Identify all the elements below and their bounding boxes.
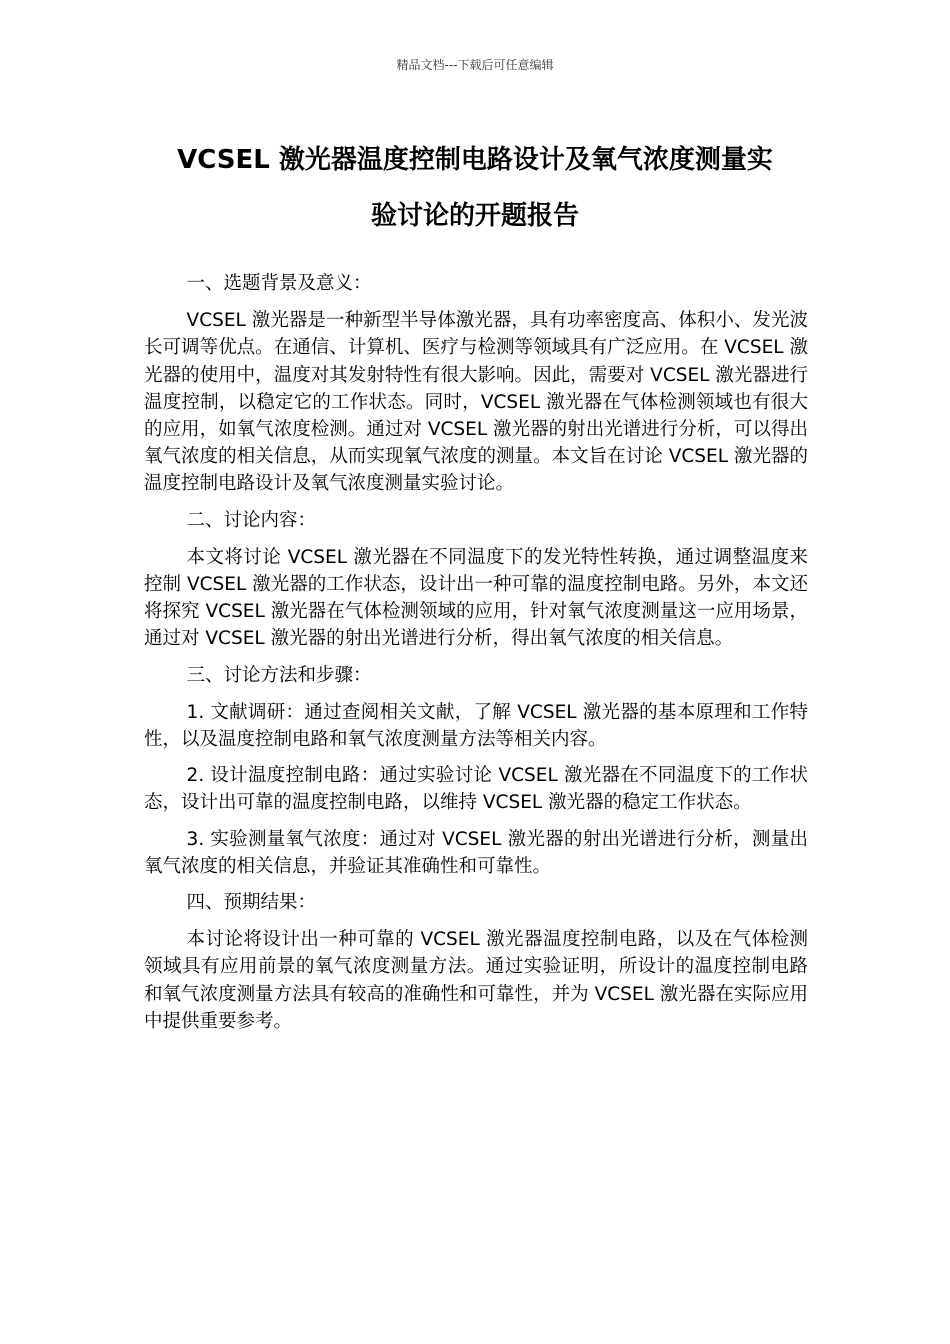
paragraph-content: 本文将讨论 VCSEL 激光器在不同温度下的发光特性转换，通过调整温度来控制 VCSEL 激光器的工作状态，设计出一种可靠的温度控制电路。另外，本文还将探究 VCSEL 激光器在气体检测领域的应用，针对氧气浓度测量这一应用场景，通过对 VCSEL 激光器的射出光谱进行分析，得出氧气浓度的相关信息。 bbox=[144, 546, 808, 650]
paragraph-results: 本讨论将设计出一种可靠的 VCSEL 激光器温度控制电路，以及在气体检测领域具有应用前景的氧气浓度测量方法。通过实验证明，所设计的温度控制电路和氧气浓度测量方法具有较高的准确性和可靠性，并为 VCSEL 激光器在实际应用中提供重要参考。 bbox=[144, 929, 808, 1032]
paragraph-background: VCSEL 激光器是一种新型半导体激光器，具有功率密度高、体积小、发光波长可调等优点。在通信、计算机、医疗与检测等领域具有广泛应用。在 VCSEL 激光器的使用中，温度对其发射特性有很大影响。因此，需要对 VCSEL 激光器进行温度控制，以稳定它的工作状态。同时，VCSEL 激光器在气体检测领域也有很大的应用，如氧气浓度检测。通过对 VCSEL 激光器的射出光谱进行分析，可以得出氧气浓度的相关信息，从而实现氧气浓度的测量。本文旨在讨论 VCSEL 激光器的温度控制电路设计及氧气浓度测量实验讨论。 bbox=[144, 310, 808, 495]
method-step-2: 2. 设计温度控制电路：通过实验讨论 VCSEL 激光器在不同温度下的工作状态，设计出可靠的温度控制电路，以维持 VCSEL 激光器的稳定工作状态。 bbox=[144, 765, 808, 814]
method-step-1: 1. 文献调研：通过查阅相关文献，了解 VCSEL 激光器的基本原理和工作特性，以及温度控制电路和氧气浓度测量方法等相关内容。 bbox=[144, 701, 808, 751]
section-heading-results: 四、预期结果： bbox=[186, 892, 317, 914]
section-heading-background: 一、选题背景及意义： bbox=[186, 273, 372, 294]
document-title bbox=[140, 132, 810, 244]
document-body bbox=[144, 270, 808, 1044]
method-step-3: 3. 实验测量氧气浓度：通过对 VCSEL 激光器的射出光谱进行分析，测量出氧气浓度的相关信息，并验证其准确性和可靠性。 bbox=[144, 828, 808, 877]
title-line-2: 验讨论的开题报告 bbox=[370, 201, 579, 231]
title-line-1: VCSEL 激光器温度控制电路设计及氧气浓度测量实 bbox=[177, 145, 773, 175]
section-heading-content: 二、讨论内容： bbox=[186, 509, 317, 531]
section-heading-methods: 三、讨论方法和步骤： bbox=[186, 664, 372, 686]
header-note: 精品文档---下载后可任意编辑 bbox=[396, 58, 554, 72]
